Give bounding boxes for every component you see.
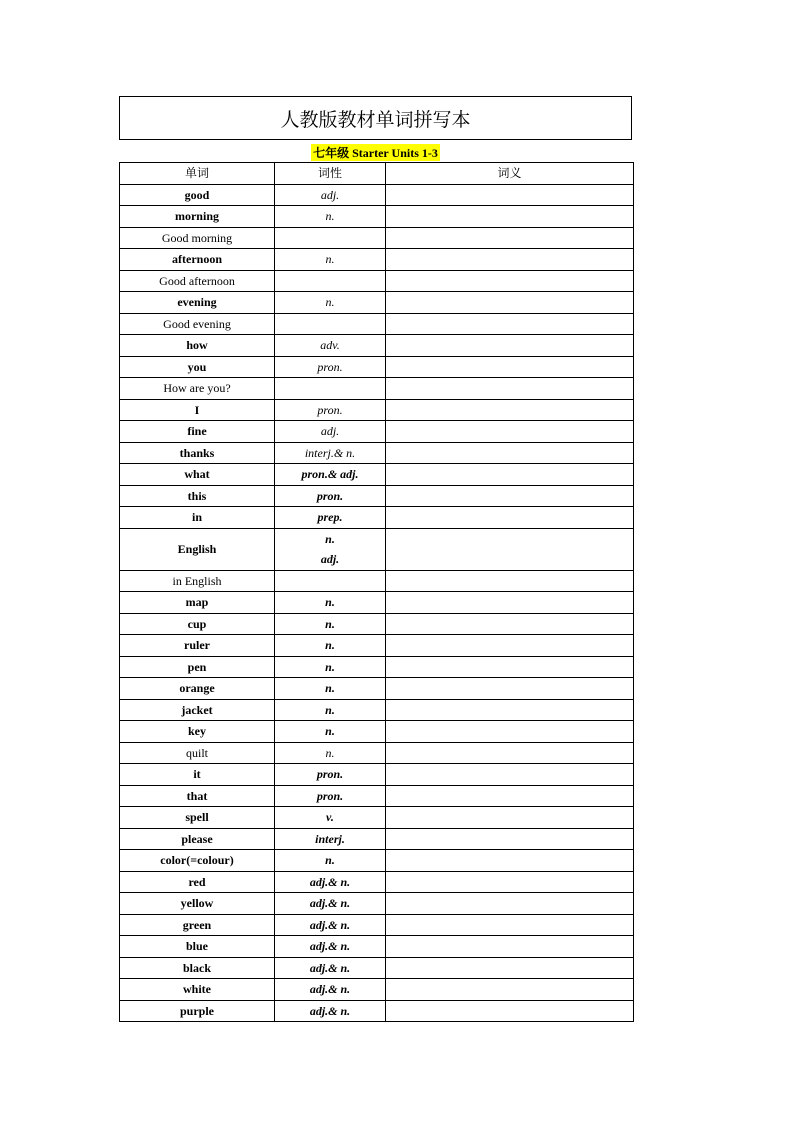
word-cell: orange (120, 678, 275, 700)
meaning-cell[interactable] (386, 699, 634, 721)
meaning-cell[interactable] (386, 785, 634, 807)
meaning-cell[interactable] (386, 399, 634, 421)
meaning-cell[interactable] (386, 249, 634, 271)
meaning-cell[interactable] (386, 936, 634, 958)
meaning-cell[interactable] (386, 678, 634, 700)
header-pos: 词性 (275, 163, 386, 185)
meaning-cell[interactable] (386, 914, 634, 936)
word-cell: you (120, 356, 275, 378)
table-row (120, 979, 634, 1001)
word-cell: morning (120, 206, 275, 228)
pos-text: adj.& n. (309, 874, 351, 889)
table-row (120, 613, 634, 635)
word-cell: white (120, 979, 275, 1001)
pos-cell (275, 742, 386, 764)
table-row (120, 936, 634, 958)
table-row (120, 313, 634, 335)
pos-cell (275, 570, 386, 592)
header-meaning: 词义 (386, 163, 634, 185)
word-cell: Good afternoon (120, 270, 275, 292)
pos-cell (275, 292, 386, 314)
meaning-cell[interactable] (386, 656, 634, 678)
pos-cell (275, 356, 386, 378)
table-row (120, 206, 634, 228)
table-row (120, 356, 634, 378)
meaning-cell[interactable] (386, 184, 634, 206)
table-row (120, 485, 634, 507)
pos-cell (275, 635, 386, 657)
word-cell: English (120, 528, 275, 570)
pos-text: adj. (320, 187, 340, 202)
word-cell: please (120, 828, 275, 850)
pos-cell (275, 421, 386, 443)
meaning-cell[interactable] (386, 335, 634, 357)
pos-cell (275, 270, 386, 292)
pos-cell (275, 378, 386, 400)
word-cell: how (120, 335, 275, 357)
word-cell: yellow (120, 893, 275, 915)
word-cell: ruler (120, 635, 275, 657)
pos-cell (275, 613, 386, 635)
meaning-cell[interactable] (386, 1000, 634, 1022)
table-row (120, 807, 634, 829)
pos-text: n. (325, 616, 335, 631)
pos-text: n. (325, 295, 335, 310)
word-cell: I (120, 399, 275, 421)
word-cell: quilt (120, 742, 275, 764)
meaning-cell[interactable] (386, 313, 634, 335)
table-row (120, 378, 634, 400)
pos-text: adj. (320, 424, 340, 439)
meaning-cell[interactable] (386, 893, 634, 915)
table-row (120, 957, 634, 979)
word-cell: good (120, 184, 275, 206)
pos-cell (275, 936, 386, 958)
table-row (120, 528, 634, 570)
word-cell: key (120, 721, 275, 743)
pos-text: adj.& n. (309, 917, 351, 932)
table-row (120, 828, 634, 850)
table-row (120, 893, 634, 915)
word-cell: green (120, 914, 275, 936)
pos-text: adj. (320, 552, 340, 566)
table-row (120, 249, 634, 271)
word-cell: that (120, 785, 275, 807)
pos-text: n. (325, 659, 335, 674)
table-row (120, 871, 634, 893)
table-row (120, 764, 634, 786)
word-cell: in (120, 507, 275, 529)
meaning-cell[interactable] (386, 635, 634, 657)
pos-cell (275, 464, 386, 486)
pos-text: adj.& n. (309, 960, 351, 975)
pos-cell (275, 871, 386, 893)
table-row (120, 850, 634, 872)
pos-cell (275, 699, 386, 721)
pos-cell (275, 785, 386, 807)
pos-cell (275, 828, 386, 850)
meaning-cell[interactable] (386, 850, 634, 872)
table-row (120, 399, 634, 421)
vocabulary-table (119, 162, 634, 1022)
table-row (120, 656, 634, 678)
meaning-cell[interactable] (386, 292, 634, 314)
table-row (120, 442, 634, 464)
meaning-cell[interactable] (386, 485, 634, 507)
pos-cell (275, 721, 386, 743)
meaning-cell[interactable] (386, 507, 634, 529)
table-row (120, 635, 634, 657)
pos-cell (275, 807, 386, 829)
pos-text: n. (325, 702, 335, 717)
meaning-cell[interactable] (386, 613, 634, 635)
word-cell: Good morning (120, 227, 275, 249)
pos-text: adj.& n. (309, 896, 351, 911)
pos-cell (275, 313, 386, 335)
pos-text: pron.& adj. (301, 467, 359, 482)
word-cell: it (120, 764, 275, 786)
pos-cell (275, 850, 386, 872)
table-row (120, 742, 634, 764)
word-cell: jacket (120, 699, 275, 721)
pos-cell (275, 893, 386, 915)
pos-cell (275, 442, 386, 464)
meaning-cell[interactable] (386, 742, 634, 764)
meaning-cell[interactable] (386, 828, 634, 850)
pos-cell (275, 335, 386, 357)
pos-cell (275, 979, 386, 1001)
word-cell: this (120, 485, 275, 507)
pos-text: n. (325, 724, 335, 739)
pos-text: prep. (317, 510, 343, 525)
word-cell: evening (120, 292, 275, 314)
pos-cell (275, 507, 386, 529)
table-row (120, 335, 634, 357)
meaning-cell[interactable] (386, 764, 634, 786)
pos-cell (275, 957, 386, 979)
table-row (120, 292, 634, 314)
meaning-cell[interactable] (386, 528, 634, 570)
page-title (119, 96, 632, 140)
meaning-cell[interactable] (386, 356, 634, 378)
pos-cell (275, 656, 386, 678)
table-row (120, 914, 634, 936)
meaning-cell[interactable] (386, 442, 634, 464)
pos-text: pron. (317, 402, 343, 417)
table-row (120, 507, 634, 529)
table-row (120, 678, 634, 700)
word-cell: How are you? (120, 378, 275, 400)
word-cell: afternoon (120, 249, 275, 271)
table-row (120, 184, 634, 206)
pos-text: interj.& n. (304, 445, 356, 460)
meaning-cell[interactable] (386, 378, 634, 400)
pos-cell (275, 764, 386, 786)
meaning-cell[interactable] (386, 227, 634, 249)
table-row (120, 1000, 634, 1022)
pos-text: adv. (320, 338, 340, 353)
word-cell: pen (120, 656, 275, 678)
meaning-cell[interactable] (386, 979, 634, 1001)
word-cell: what (120, 464, 275, 486)
meaning-cell[interactable] (386, 807, 634, 829)
pos-cell (275, 914, 386, 936)
meaning-cell[interactable] (386, 464, 634, 486)
pos-cell (275, 592, 386, 614)
word-cell: in English (120, 570, 275, 592)
table-row (120, 227, 634, 249)
meaning-cell[interactable] (386, 270, 634, 292)
table-row (120, 464, 634, 486)
word-cell: purple (120, 1000, 275, 1022)
pos-text: n. (325, 209, 335, 224)
pos-cell (275, 485, 386, 507)
meaning-cell[interactable] (386, 592, 634, 614)
pos-text: pron. (316, 788, 344, 803)
pos-text: n. (325, 853, 335, 868)
table-row (120, 721, 634, 743)
table-body (120, 184, 634, 1022)
pos-cell (275, 528, 386, 570)
pos-cell (275, 249, 386, 271)
pos-text: pron. (317, 359, 343, 374)
pos-cell (275, 227, 386, 249)
title-text: 人教版教材单词拼写本 (280, 108, 471, 131)
pos-cell (275, 184, 386, 206)
word-cell: Good evening (120, 313, 275, 335)
meaning-cell[interactable] (386, 570, 634, 592)
pos-text: pron. (316, 488, 344, 503)
pos-cell (275, 399, 386, 421)
word-cell: red (120, 871, 275, 893)
table-row (120, 421, 634, 443)
pos-text: pron. (316, 767, 344, 782)
meaning-cell[interactable] (386, 421, 634, 443)
word-cell: spell (120, 807, 275, 829)
table-row (120, 699, 634, 721)
table-row (120, 592, 634, 614)
table-header-row (120, 163, 634, 185)
meaning-cell[interactable] (386, 871, 634, 893)
pos-text: interj. (315, 831, 345, 846)
word-cell: map (120, 592, 275, 614)
word-cell: blue (120, 936, 275, 958)
meaning-cell[interactable] (386, 957, 634, 979)
pos-text: n. (325, 681, 335, 696)
table-row (120, 570, 634, 592)
pos-text: n. (325, 532, 335, 546)
pos-text: n. (325, 595, 335, 610)
word-cell: color(=colour) (120, 850, 275, 872)
pos-text: adj.& n. (309, 1003, 351, 1018)
word-cell: fine (120, 421, 275, 443)
meaning-cell[interactable] (386, 721, 634, 743)
pos-cell (275, 678, 386, 700)
header-word: 单词 (120, 163, 275, 185)
pos-text: n. (325, 745, 335, 760)
word-cell: black (120, 957, 275, 979)
word-cell: cup (120, 613, 275, 635)
table-row (120, 785, 634, 807)
pos-text: n. (325, 252, 335, 267)
pos-text: v. (326, 810, 334, 825)
word-cell: thanks (120, 442, 275, 464)
meaning-cell[interactable] (386, 206, 634, 228)
subtitle (119, 142, 632, 162)
subtitle-text: 七年级 Starter Units 1-3 (313, 145, 438, 160)
pos-text: n. (325, 638, 335, 653)
pos-text: adj.& n. (309, 982, 351, 997)
table-row (120, 270, 634, 292)
pos-cell (275, 1000, 386, 1022)
pos-cell (275, 206, 386, 228)
pos-text: adj.& n. (309, 939, 351, 954)
